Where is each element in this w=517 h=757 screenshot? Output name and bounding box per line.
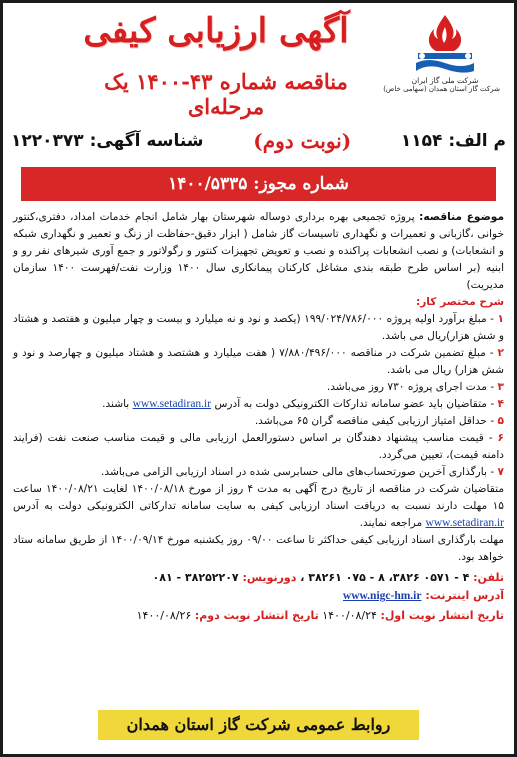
website-link[interactable]: www.nigc-hm.ir [342,590,422,602]
phone-value: ۴ - ۰۵۷۱ ۳۸۲۶، ۸ - ۰۷۵ ۳۸۲۶۱ ، [296,571,474,584]
list-item: ۲ - مبلغ تضمین شرکت در مناقصه ۷/۸۸۰/۴۹۶/۰۰۰ ( هفت میلیارد و هشتصد و هشتاد میلیون و چهارصد و نود و شش هزار) ریال می باشد. [13,347,504,376]
footer-public-relations: روابط عمومی شرکت گاز استان همدان [98,710,419,740]
fax-label: دورنویس: [242,571,297,584]
setadiran-link-2[interactable]: www.setadiran.ir [425,517,504,529]
first-date-value: ۱۴۰۰/۰۸/۲۴ [318,609,381,622]
contact-info [13,569,504,605]
fax-value: ۳۸۲۵۲۲۰۷ - ۰۸۱ [152,571,243,584]
list-item: ۳ - مدت اجرای پروژه ۷۳۰ روز می‌باشد. [326,381,504,393]
list-item: ۷ - بارگذاری آخرین صورتحساب‌های مالی حسابرسی شده در اسناد ارزیابی الزامی می‌باشد. [101,466,504,478]
ids-row [11,121,506,161]
logo-company-line2: شرکت گاز استان همدان (سهامی خاص) [383,85,500,93]
round-label: (نوبت دوم) [253,129,352,153]
tender-number: مناقصه شماره ۴۳-۱۴۰۰ یک مرحله‌ای [104,69,348,119]
page-title: آگهی ارزیابی کیفی [83,11,349,51]
applicants-paragraph: متقاضیان شرکت در مناقصه از تاریخ درج آگهی به مدت ۴ روز از مورخ ۱۴۰۰/۰۸/۱۸ لغایت ۱۴۰۰/۰۸/۲۱ ساعت ۱۵ مهلت دارند نسبت به دریافت اسناد ارزیابی کیفی به سایت سامانه تدارکاتی الکترونیکی دولت به آدرس www.setadiran.ir مراجعه نمایند. [13,483,505,529]
ad-body [11,209,506,625]
phone-row [13,569,504,587]
logo-company-line1: شرکت ملی گاز ایران [411,76,479,85]
list-item: ۱ - مبلغ برآورد اولیه پروژه ۱۹۹/۰۲۴/۷۸۶/۰۰۰ (یکصد و نود و نه میلیارد و بیست و چهار میلیون و هفتصد و هشتاد و شش هزار)ریال می باشد. [13,313,504,342]
second-date-value: ۱۴۰۰/۰۸/۲۶ [136,609,195,622]
web-label: آدرس اینترنت: [425,589,504,602]
subject-paragraph [13,209,504,294]
subject-label: موضوع مناقصه: [419,211,505,223]
ad-id: شناسه آگهی: ۱۲۲۰۳۷۳ [11,131,204,151]
flame-logo-icon [408,13,482,75]
summary-label: شرح مختصر کار: [415,296,504,308]
company-logo [383,13,500,109]
list-item: ۶ - قیمت مناسب پیشنهاد دهندگان بر اساس دستورالعمل ارزیابی مالی و قیمت مناسب صنعت نفت (فرایند دامنه قیمت)، تعیین می‌گردد. [13,432,504,461]
web-row [13,587,504,605]
publication-dates [13,607,504,625]
first-date-label: تاریخ انتشار نوبت اول: [380,609,504,622]
mlif-number: م الف: ۱۱۵۴ [400,131,506,151]
subject-text: پروژه تجمیعی بهره برداری دوساله شهرستان بهار شامل انجام خدمات امداد، دفتری،کنتور خوانی ،گازبانی و تعمیرات و نگهداری تاسیسات گاز شامل ( ابزار دقیق-حفاظت از زنگ و تعمیر و نگهداری شبکه و انشعابات) و نصب انشعابات پراکنده و نصب و تعویض تجهیزات کنتور و رگولاتور و جمع آوری شیرهای نفر رو و ابنیه (بر اساس طرح طبقه بندی مشاغل کارکنان پیمانکاری سال ۱۴۰۰ وزارت نفت/فهرست ۱۴۰۰ سازمان مدیریت) [13,211,505,291]
second-date-label: تاریخ انتشار نوبت دوم: [194,609,319,622]
header [11,7,506,119]
deadline-paragraph: مهلت بارگذاری اسناد ارزیابی کیفی حداکثر تا ساعت ۰۹/۰۰ روز یکشنبه مورخ ۱۴۰۰/۰۹/۱۴ از طریق سامانه ستاد خواهد بود. [13,534,504,563]
list-item: ۵ - حداقل امتیاز ارزیابی کیفی مناقصه گران ۶۵ می‌باشد. [254,415,504,427]
list-item: ۴ - متقاضیان باید عضو سامانه تدارکات الکترونیکی دولت به آدرس www.setadiran.ir باشند. [102,398,504,410]
permit-bar: شماره مجوز: ۱۴۰۰/۵۳۳۵ [21,167,496,201]
phone-label: تلفن: [473,571,504,584]
setadiran-link[interactable]: www.setadiran.ir [132,398,212,410]
